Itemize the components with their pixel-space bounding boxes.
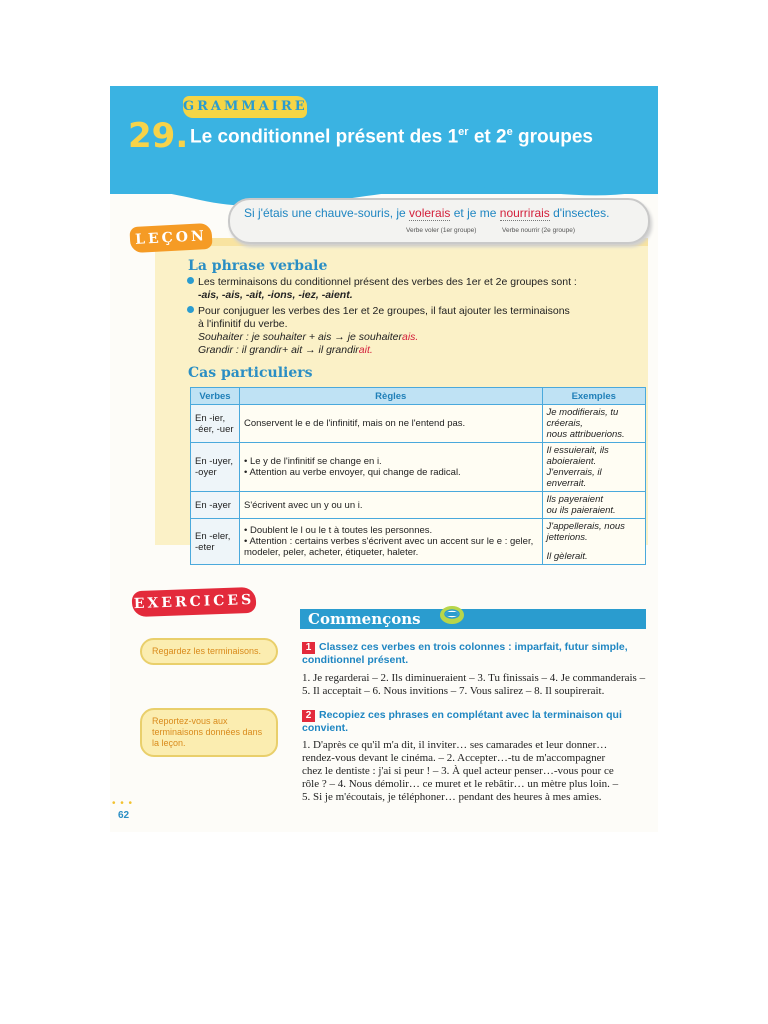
table-cell-rule: S'écrivent avec un y ou un i.	[240, 492, 543, 519]
lesson-example-souhaiter: Souhaiter : je souhaiter + ais → je souhaiterais.	[198, 331, 419, 343]
exercise-1-line: 1. Je regarderai – 2. Ils diminueraient – 3. Tu finissais – 4. Je commanderais –	[302, 672, 646, 684]
exercise-number-1: 1	[302, 642, 315, 654]
lesson-number: 29.	[128, 116, 189, 156]
hint-bubble-2: Reportez-vous aux terminaisons données dans la leçon.	[140, 708, 278, 757]
commencons-banner	[300, 609, 646, 629]
exercise-1-line: 5. Il acceptait – 6. Nous invitions – 7. Vous salirez – 8. Il soupirerait.	[302, 685, 605, 697]
exercise-2-line: rôle ? – 4. Nous démolir… ce muret et le rebâtir… un mètre plus loin. –	[302, 778, 619, 790]
table-cell-example: Il essuierait, ils aboieraient. J'enverrais, il enverrait.	[542, 443, 646, 492]
table-row	[191, 405, 646, 443]
table-row	[191, 519, 646, 565]
lesson-example-grandir: Grandir : il grandir+ ait → il grandirait.	[198, 344, 373, 356]
table-cell-example: Je modifierais, tu créerais, nous attribuerions.	[542, 405, 646, 443]
lesson-bullet-2: Pour conjuguer les verbes des 1er et 2e groupes, il faut ajouter les terminaisons	[187, 305, 570, 318]
lesson-infinitive-line: à l'infinitif du verbe.	[198, 318, 288, 330]
table-cell-verb: En -ayer	[191, 492, 240, 519]
grammaire-tag: GRAMMAIRE	[183, 96, 307, 118]
exercise-1-instruction: 1 Classez ces verbes en trois colonnes : imparfait, futur simple, conditionnel présent.	[302, 641, 628, 666]
exercices-tag: EXERCICES	[132, 587, 257, 617]
table-cell-example: J'appellerais, nous jetterions. Il gèlerait.	[542, 519, 646, 565]
exercise-number-2: 2	[302, 710, 315, 722]
page-number: 62	[118, 810, 130, 821]
lecon-tag: LEÇON	[129, 223, 212, 253]
page-title: Le conditionnel présent des 1er et 2e groupes	[190, 126, 593, 148]
verb-note-nourrir: Verbe nourrir (2e groupe)	[502, 227, 575, 234]
decorative-dots: • • •	[112, 798, 134, 809]
textbook-page	[110, 86, 658, 832]
gem-icon	[438, 602, 466, 626]
example-sentence: Si j'étais une chauve-souris, je volerais et je me nourrirais d'insectes.	[244, 206, 610, 220]
lesson-endings: -ais, -ais, -ait, -ions, -iez, -aient.	[198, 289, 353, 301]
table-header: Verbes	[191, 388, 240, 405]
rules-table	[190, 387, 646, 565]
hint-bubble-1: Regardez les terminaisons.	[140, 638, 278, 665]
section-title-cas-particuliers: Cas particuliers	[188, 365, 313, 381]
table-cell-rule: Conservent le e de l'infinitif, mais on ne l'entend pas.	[240, 405, 543, 443]
exercise-2-line: 1. D'après ce qu'il m'a dit, il inviter… ses camarades et leur donner…	[302, 739, 608, 751]
table-cell-rule: • Doublent le l ou le t à toutes les personnes. • Attention : certains verbes s'écrivent avec un accent sur le e : geler, modeler, peler, acheter, étiqueter, haleter.	[240, 519, 543, 565]
table-header: Exemples	[542, 388, 646, 405]
table-cell-verb: En -uyer, -oyer	[191, 443, 240, 492]
section-title-phrase-verbale: La phrase verbale	[188, 258, 328, 274]
table-cell-verb: En -ier, -éer, -uer	[191, 405, 240, 443]
exercise-2-instruction: 2 Recopiez ces phrases en complétant avec la terminaison qui convient.	[302, 709, 622, 734]
table-cell-rule: • Le y de l'infinitif se change en i. • Attention au verbe envoyer, qui change de radical.	[240, 443, 543, 492]
exercise-2-line: rendez-vous devant le cinéma. – 2. Accepter…-tu de m'accompagner	[302, 752, 606, 764]
verb-note-voler: Verbe voler (1er groupe)	[406, 227, 477, 234]
table-header: Règles	[240, 388, 543, 405]
exercise-2-line: 5. Si je m'écoutais, je téléphoner… pendant des heures à mes amies.	[302, 791, 602, 803]
table-cell-example: Ils payeraient ou ils paieraient.	[542, 492, 646, 519]
table-header-row	[191, 388, 646, 405]
lesson-bullet-1: Les terminaisons du conditionnel présent des verbes des 1er et 2e groupes sont :	[187, 276, 577, 289]
commencons-label: Commençons	[308, 610, 421, 628]
table-row	[191, 443, 646, 492]
table-row	[191, 492, 646, 519]
table-cell-verb: En -eler, -eter	[191, 519, 240, 565]
example-bubble	[228, 198, 650, 244]
exercise-2-line: chez le dentiste : j'ai si peur ! – 3. À quel acteur penser…-vous pour ce	[302, 765, 614, 777]
